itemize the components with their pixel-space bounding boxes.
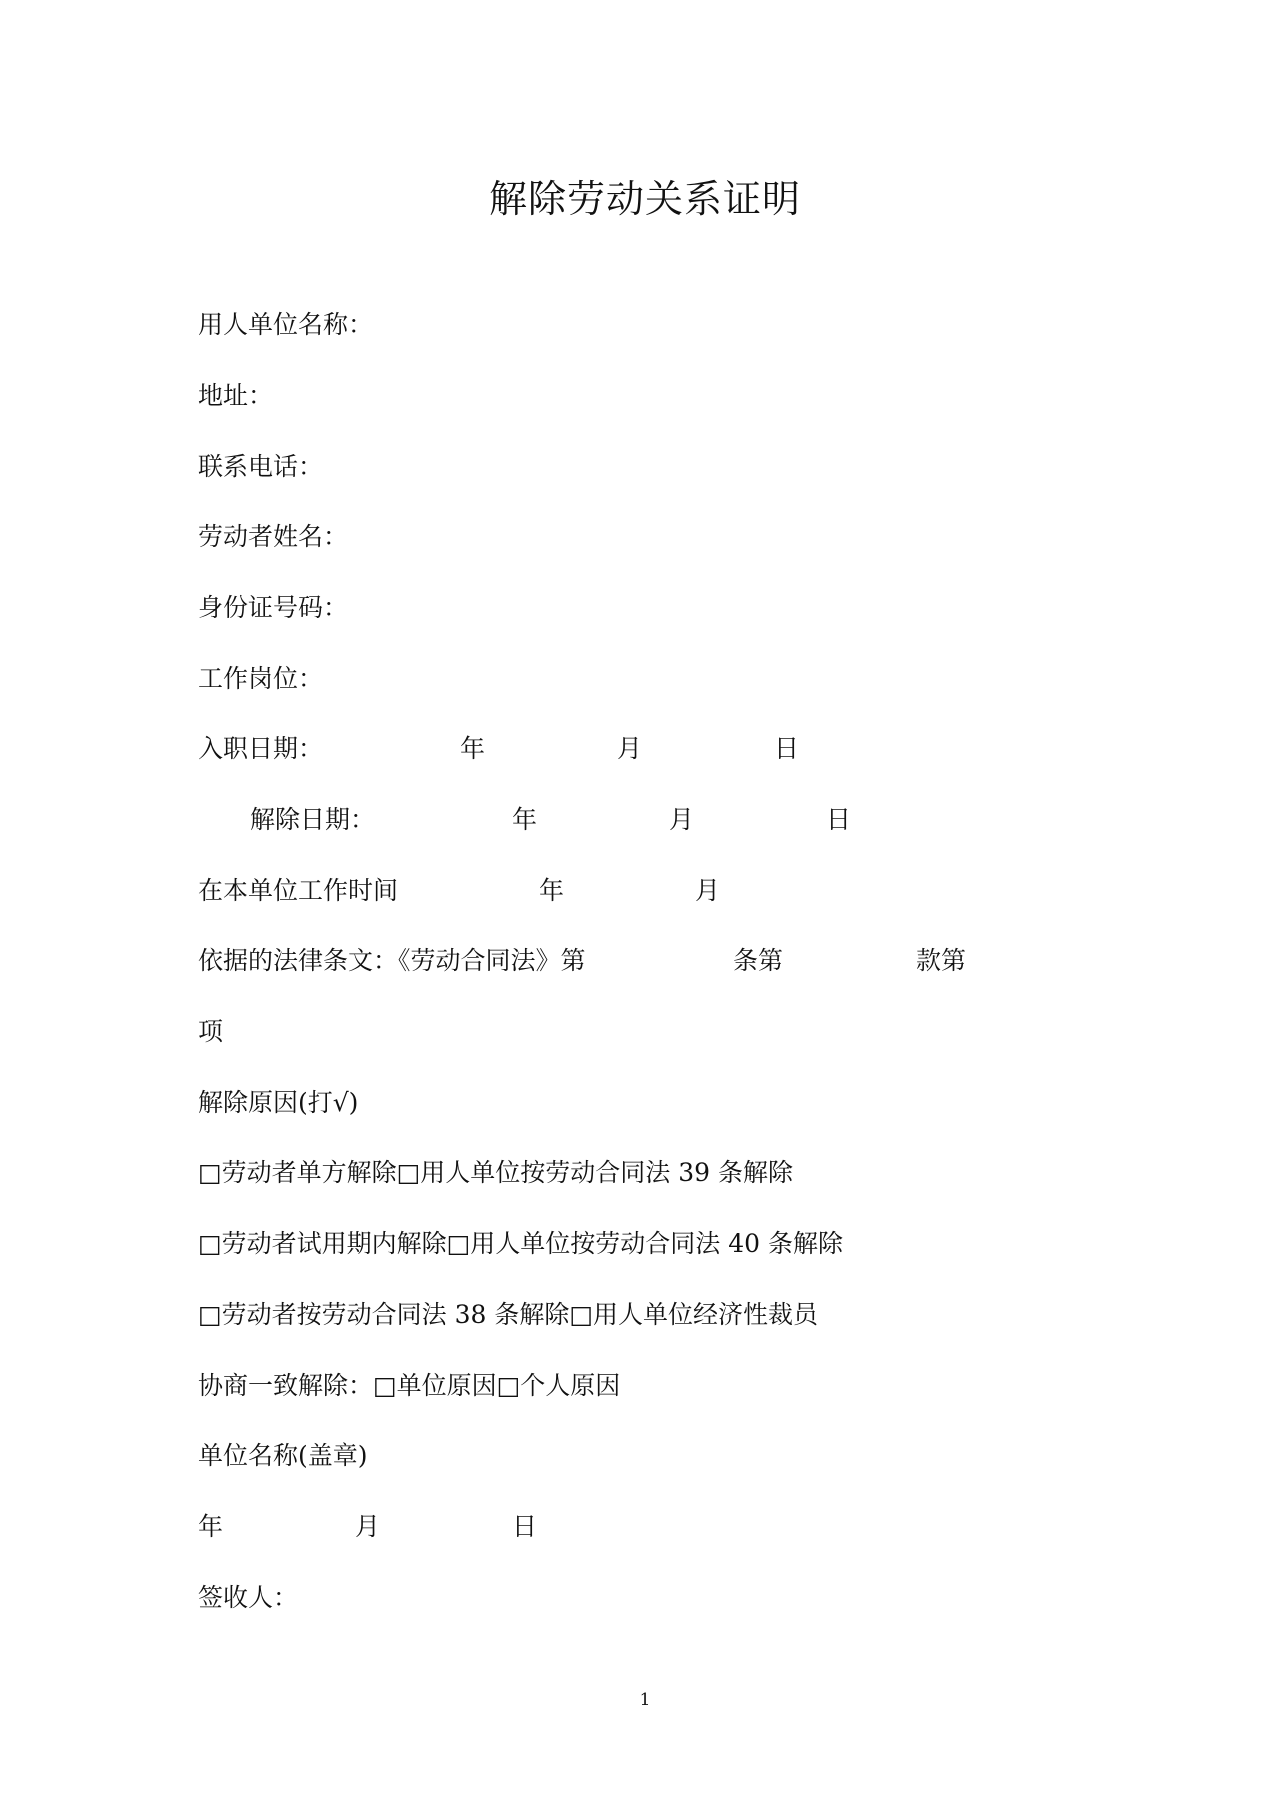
termination-date-year: 年 [512, 805, 538, 834]
position-label: 工作岗位： [198, 664, 324, 693]
hire-date-day: 日 [774, 734, 800, 763]
sign-date-day: 日 [512, 1512, 538, 1541]
legal-basis-label: 依据的法律条文：《劳动合同法》第 [198, 946, 586, 975]
reason-option-line: □劳动者试用期内解除□用人单位按劳动合同法 40 条解除 [198, 1229, 843, 1258]
reason-option-line: □劳动者按劳动合同法 38 条解除□用人单位经济性裁员 [198, 1300, 818, 1329]
hire-date-month: 月 [617, 734, 643, 763]
hire-date-label: 入职日期： [198, 734, 324, 763]
hire-date-year: 年 [460, 734, 486, 763]
legal-basis-clause: 款第 [916, 946, 967, 975]
legal-basis-item: 项 [198, 1017, 224, 1046]
phone-label: 联系电话： [198, 452, 324, 481]
termination-date-month: 月 [669, 805, 695, 834]
id-number-label: 身份证号码： [198, 593, 349, 622]
termination-date-day: 日 [826, 805, 852, 834]
sign-date-month: 月 [355, 1512, 381, 1541]
tenure-month: 月 [695, 876, 721, 905]
seal-label: 单位名称(盖章) [198, 1441, 368, 1470]
address-label: 地址： [198, 381, 274, 410]
sign-date-year: 年 [198, 1512, 224, 1541]
page-number: 1 [639, 1690, 651, 1710]
reason-option-line: 协商一致解除：□单位原因□个人原因 [198, 1371, 621, 1400]
reason-option-line: □劳动者单方解除□用人单位按劳动合同法 39 条解除 [198, 1158, 793, 1187]
tenure-label: 在本单位工作时间 [198, 876, 399, 905]
tenure-year: 年 [539, 876, 565, 905]
document-title: 解除劳动关系证明 [488, 177, 801, 221]
legal-basis-article: 条第 [733, 946, 784, 975]
employer-name-label: 用人单位名称： [198, 310, 374, 339]
recipient-label: 签收人： [198, 1583, 299, 1612]
worker-name-label: 劳动者姓名： [198, 522, 349, 551]
termination-date-label: 解除日期： [250, 805, 376, 834]
reason-heading: 解除原因(打√) [198, 1088, 359, 1117]
